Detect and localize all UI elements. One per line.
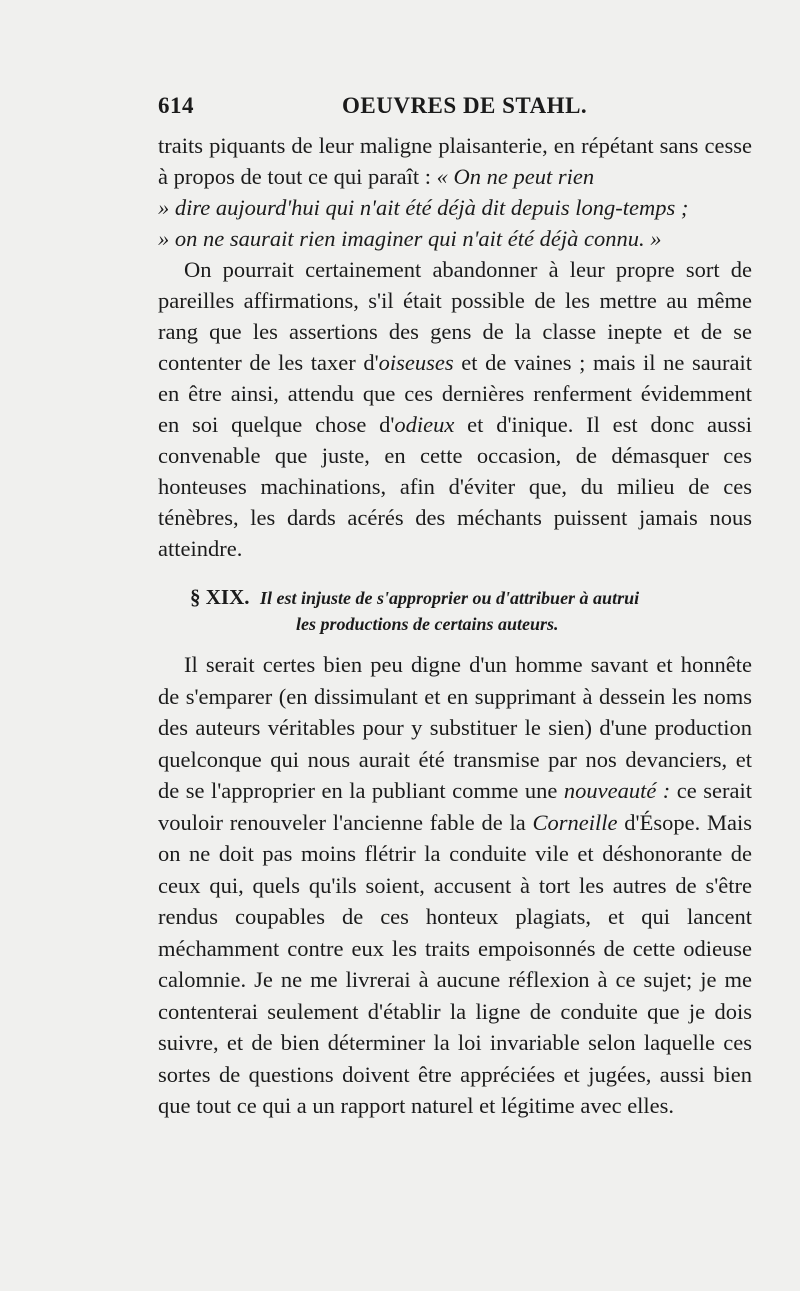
paragraph-3-part-1: Il serait certes bien peu digne d'un homme savant et honnête de s'emparer (en dissimulant et en supprimant à dessein les noms des auteurs véritables pour y substituer le sien) d'une production quelconque qui nous aurait été transmise par nos devanciers, et de se l'approprier en la publiant comme une: [158, 652, 752, 803]
section-title-line-1: Il est injuste de s'approprier ou d'attribuer à autrui: [260, 588, 640, 608]
paragraph-2-part-1: On pourrait certainement abandonner à leur propre sort de pareilles affirmations, s'il était possible de les mettre au même rang que les assertions des gens de la classe inepte et de se contenter de les taxer d': [158, 257, 752, 375]
paragraph-2-part-2: et de vaines ; mais il ne saurait en être ainsi, attendu que ces dernières renferment évidemment en soi quelque chose d': [158, 350, 752, 437]
paragraph-2-part-3: et d'inique. Il est donc aussi convenable que juste, en cette occasion, de démasquer ces honteuses machinations, afin d'éviter que, du milieu de ces ténèbres, les dards acérés des méchants puissent jamais nous atteindre.: [158, 412, 752, 561]
body-text: [158, 130, 752, 1122]
running-title: OEUVRES DE STAHL.: [342, 93, 588, 118]
paragraph-1: [158, 130, 752, 254]
paragraph-1-text: traits piquants de leur maligne plaisanterie, en répétant sans cesse à propos de tout ce qui paraît :: [158, 133, 752, 189]
paragraph-3-part-2: ce serait vouloir renouveler l'ancienne fable de la: [158, 778, 752, 835]
paragraph-2: [158, 254, 752, 564]
paragraph-3-italic-2: Corneille: [532, 809, 618, 835]
section-heading: [158, 584, 752, 637]
paragraph-2-italic-2: odieux: [394, 412, 455, 437]
quote-line-3: » on ne saurait rien imaginer qui n'ait été déjà connu. »: [158, 226, 662, 251]
quote-line-2: » dire aujourd'hui qui n'ait été déjà dit depuis long-temps ;: [158, 195, 689, 220]
paragraph-3-part-3: d'Ésope. Mais on ne doit pas moins flétrir la conduite vile et déshonorante de ceux qui, quels qu'ils soient, accusent à tort les autres de s'être rendus coupables de ces honteux plagiats, et qui lancent méchamment contre eux les traits empoisonnés de cette odieuse calomnie. Je ne me livrerai à aucune réflexion à ce sujet; je me contenterai seulement d'établir la ligne de conduite que je dois suivre, et de bien déterminer la loi invariable selon laquelle ces sortes de questions doivent être appréciées et jugées, aussi bien que tout ce qui a un rapport naturel et légitime avec elles.: [158, 809, 752, 1118]
quote-line-1: « On ne peut rien: [436, 164, 595, 189]
section-title-line-2: les productions de certains auteurs.: [296, 614, 559, 634]
paragraph-3: [158, 649, 752, 1122]
section-number: § XIX.: [190, 585, 250, 609]
page-number: 614: [158, 93, 194, 118]
paragraph-2-italic-1: oiseuses: [378, 350, 454, 375]
paragraph-3-italic-1: nouveauté :: [563, 778, 671, 803]
